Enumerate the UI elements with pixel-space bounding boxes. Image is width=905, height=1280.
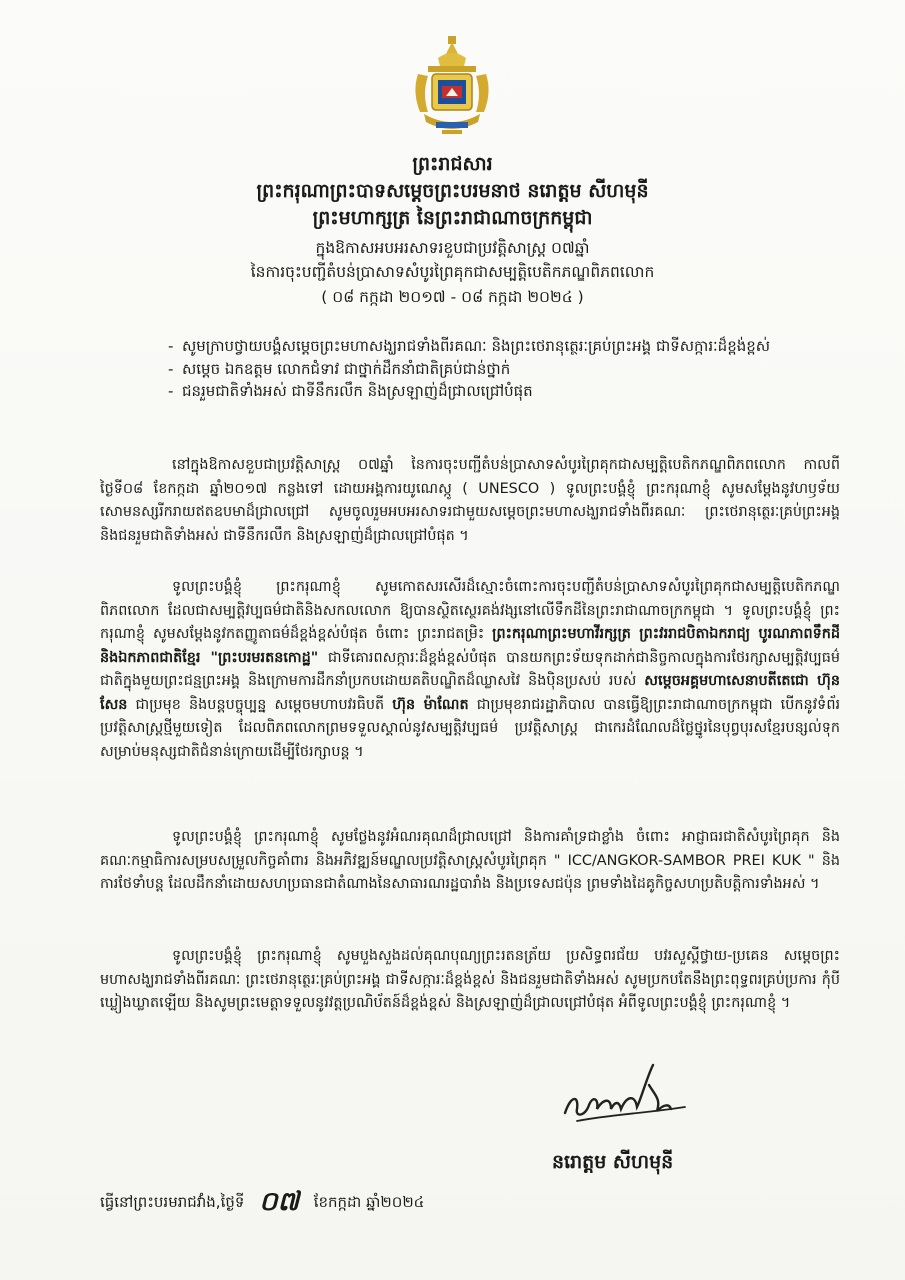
handwritten-signature (557, 1055, 692, 1135)
paragraph-2: ទូលព្រះបង្គំខ្ញុំ ព្រះករុណាខ្ញុំ សូមកោតសរសើរដ៏ស្មោះចំពោះការចុះបញ្ជីតំបន់ប្រាសាទសំបូរព្រៃគុកជាសម្បត្តិបេតិកភណ្ឌពិភពលោក ដែលជាសម្បត្តិវប្បធម៌ជាតិនិងសកលលោក ឱ្យបានស្ថិតស្ថេរគង់វង្សនៅលើទឹកដីនៃព្រះរាជាណាចក្រកម្ពុជា ។ ទូលព្រះបង្គំខ្ញុំ ព្រះករុណាខ្ញុំ សូមសម្តែងនូវកតញ្ញូតាធម៌ដ៏ខ្ពង់ខ្ពស់បំផុត ចំពោះ ព្រះរាជតម្រិះ ព្រះករុណាព្រះមហាវីរក្សត្រ ព្រះវររាជបិតាឯករាជ្យ បូរណភាពទឹកដី និងឯកភាពជាតិខ្មែរ "ព្រះបរមរតនកោដ្ឋ" ជាទីគោរពសក្ការៈដ៏ខ្ពង់ខ្ពស់បំផុត បានយកព្រះទ័យទុកដាក់ជានិច្ចកាលក្នុងការថែរក្សាសម្បត្តិវប្បធម៌ជាតិក្នុងមួយព្រះជន្មព្រះអង្គ និងក្រោមការដឹកនាំប្រកបដោយគតិបណ្ឌិតដ៏ឈ្លាសវៃ និងប៉ិនប្រសប់ របស់ សម្តេចអគ្គមហាសេនាបតីតេជោ ហ៊ុន សែន ជាប្រមុខ និងបន្តបច្ចុប្បន្ន សម្តេចមហាបវរធិបតី ហ៊ុន ម៉ាណែត ជាប្រមុខរាជរដ្ឋាភិបាល បានធ្វើឱ្យព្រះរាជាណាចក្រកម្ពុជា បើកនូវទំព័រប្រវត្តិសាស្ត្រថ្មីមួយទៀត ដែលពិភពលោកព្រមទទួលស្គាល់នូវសម្បត្តិវប្បធម៌ ប្រវត្តិសាស្ត្រ ជាកេរដំណែលដ៏ថ្លៃថ្នូរនៃបុព្វបុរសខ្មែរបន្សល់ទុកសម្រាប់មនុស្សជាតិជំនាន់ក្រោយដើម្បីថែរក្សាបន្ត ។ (100, 579, 841, 760)
bullet-dash: - (168, 337, 174, 355)
signatory-name: នរោត្តម សីហមុនី (552, 1151, 674, 1173)
bullet-dash: - (168, 359, 174, 378)
bullet-dash: - (168, 382, 174, 400)
prime-minister-name-emphasis: ហ៊ុន ម៉ាណែត (392, 696, 469, 713)
day-number: ០៧ (259, 1187, 299, 1217)
sender-subtitle: ព្រះមហាក្សត្រ នៃព្រះរាជាណាចក្រកម្ពុជា (312, 207, 593, 229)
royal-coat-of-arms-icon (398, 34, 506, 142)
royal-title-emphasis: ព្រះករុណាព្រះមហាវីរក្សត្រ ព្រះវររាជបិតាឯករាជ្យ បូរណភាពទឹកដី និងឯកភាពជាតិខ្មែរ "ព្រះបរមរតនកោដ្ឋ" (100, 626, 841, 666)
sender-title: ព្រះករុណាព្រះបាទសម្តេចព្រះបរមនាថ នរោត្តម សីហមុនី (256, 180, 649, 202)
leader-name-emphasis: សម្តេចអគ្គមហាសេនាបតីតេជោ ហ៊ុន សែន (100, 673, 841, 713)
addressee-list (168, 335, 858, 403)
paragraph-3: ទូលព្រះបង្គំខ្ញុំ ព្រះករុណាខ្ញុំ សូមថ្លែងនូវអំណរគុណដ៏ជ្រាលជ្រៅ និងការគាំទ្រជាខ្លាំង ចំពោះ អាជ្ញាធរជាតិសំបូរព្រៃគុក និងគណៈកម្មាធិការសម្របសម្រួលកិច្ចគាំពារ និងអភិវឌ្ឍន៍មណ្ឌលប្រវត្តិសាស្ត្រសំបូរព្រៃគុក " ICC/ANGKOR-SAMBOR PREI KUK " និងការថែទាំបន្ត ដែលដឹកនាំដោយសហប្រធានជាតំណាងនៃសាធារណរដ្ឋបារាំង និងប្រទេសជប៉ុន ព្រមទាំងដៃគូកិច្ចសហប្រតិបត្តិការទាំងអស់ ។ (100, 829, 840, 892)
paragraph-4: ទូលព្រះបង្គំខ្ញុំ ព្រះករុណាខ្ញុំ សូមបួងសួងដល់គុណបុណ្យព្រះរតនត្រ័យ ប្រសិទ្ធពរជ័យ បវរសួស្តីថ្វាយ-ប្រគេន សម្តេចព្រះមហាសង្ឃរាជទាំងពីរគណៈ ព្រះថេរានុត្ថេរៈគ្រប់ព្រះអង្គ ជាទីសក្ការៈដ៏ខ្ពង់ខ្ពស់ និងជនរួមជាតិទាំងអស់ សូមប្រកបតែនឹងព្រះពុទ្ធពរគ្រប់ប្រការ កុំបីឃ្លៀងឃ្លាតឡើយ និងសូមព្រះមេត្តាទទួលនូវវត្តប្រណិប័តន៍ដ៏ខ្ពង់ខ្ពស់ និងស្រឡាញ់ដ៏ជ្រាលជ្រៅបំផុត អំពីទូលព្រះបង្គំខ្ញុំ ព្រះករុណាខ្ញុំ ។ (100, 948, 840, 1011)
paragraph-1: នៅក្នុងឱកាសខួបជាប្រវត្តិសាស្ត្រ ០៧ឆ្នាំ នៃការចុះបញ្ជីតំបន់ប្រាសាទសំបូរព្រៃគុកជាសម្បត្តិបេតិកភណ្ឌពិភពលោក កាលពីថ្ងៃទី០៨ ខែកក្កដា ឆ្នាំ២០១៧ កន្លងទៅ ដោយអង្គការយូណេស្កូ ( UNESCO ) ទូលព្រះបង្គំខ្ញុំ ព្រះករុណាខ្ញុំ សូមសម្តែងនូវហឫទ័យសោមនស្សរីករាយឥតឧបមាដ៏ជ្រាលជ្រៅ សូមចូលរួមអបអរសាទរជាមួយសម្តេចព្រះមហាសង្ឃរាជទាំងពីរគណៈ ព្រះថេរានុត្ថេរៈគ្រប់ព្រះអង្គ និងជនរួមជាតិទាំងអស់ ជាទីនឹករលឹក និងស្រឡាញ់ដ៏ជ្រាលជ្រៅបំផុត ។ (100, 457, 840, 544)
addressee-item: - សម្តេច ឯកឧត្តម លោកជំទាវ ជាថ្នាក់ដឹកនាំជាតិគ្រប់ជាន់ថ្នាក់ (168, 358, 858, 381)
addressee-item: - ជនរួមជាតិទាំងអស់ ជាទីនឹករលឹក និងស្រឡាញ់ដ៏ជ្រាលជ្រៅបំផុត (168, 380, 858, 403)
occasion-line-1: ក្នុងឱកាសអបអរសាទរខួបជាប្រវត្តិសាស្ត្រ ០៧ឆ្នាំ (315, 239, 590, 257)
addressee-item: - សូមក្រាបថ្វាយបង្គំសម្តេចព្រះមហាសង្ឃរាជទាំងពីរគណៈ និងព្រះថេរានុត្ថេរៈគ្រប់ព្រះអង្គ ជាទីសក្ការៈដ៏ខ្ពង់ខ្ពស់ (168, 335, 858, 358)
occasion-line-2: នៃការចុះបញ្ជីតំបន់ប្រាសាទសំបូរព្រៃគុកជាសម្បត្តិបេតិកភណ្ឌពិភពលោក (250, 263, 655, 281)
document-type-title: ព្រះរាជសារ (412, 153, 493, 175)
occasion-date-range: ( ០៨ កក្កដា ២០១៧ - ០៨ កក្កដា ២០២៤ ) (321, 288, 584, 306)
date-line: ធ្វើនៅព្រះបរមរាជវាំង,ថ្ងៃទី ០៧ ខែកក្កដា ឆ្នាំ២០២៤ (100, 1185, 800, 1223)
